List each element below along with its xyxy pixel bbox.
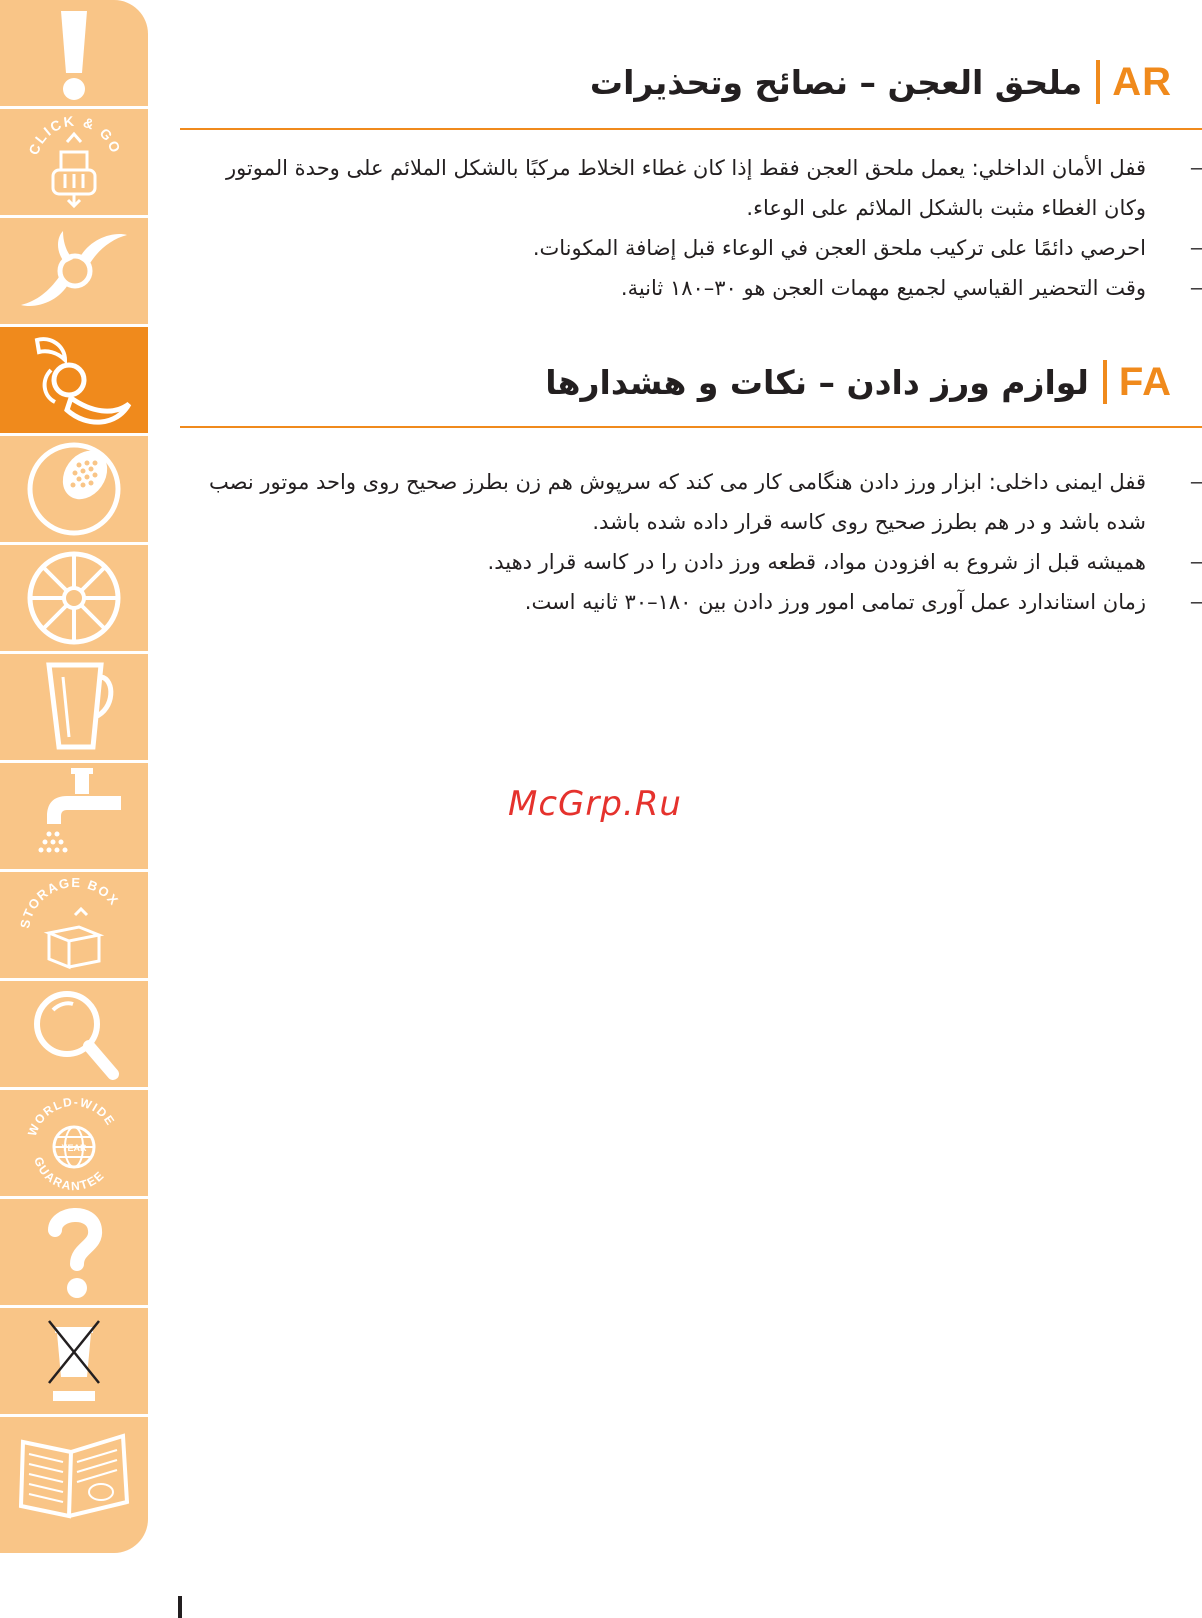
svg-text:WORLD-WIDE: WORLD-WIDE bbox=[25, 1094, 118, 1138]
list-item-text: وقت التحضير القياسي لجميع مهمات العجن هو ٣٠–١٨٠ ثانية. bbox=[620, 276, 1146, 300]
tips-list-ar bbox=[180, 148, 1202, 308]
grater-disc-icon bbox=[15, 439, 133, 539]
list-item bbox=[180, 228, 1202, 268]
section-rule bbox=[180, 128, 1202, 130]
question-icon bbox=[15, 1202, 133, 1302]
section-heading-ar bbox=[590, 56, 1172, 108]
svg-text:YEAR: YEAR bbox=[61, 1143, 87, 1153]
crossed-bin-icon bbox=[15, 1311, 133, 1411]
faucet-icon bbox=[15, 766, 133, 866]
storage-box-icon bbox=[15, 875, 133, 975]
svg-text:GUARANTEE: GUARANTEE bbox=[31, 1154, 108, 1194]
tab-warnings[interactable] bbox=[0, 0, 148, 109]
blade-icon bbox=[15, 221, 133, 321]
page-marker bbox=[178, 1596, 182, 1618]
lang-code-fa: FA bbox=[1118, 359, 1172, 404]
tab-storage-box[interactable] bbox=[0, 872, 148, 981]
tab-click-and-go[interactable] bbox=[0, 109, 148, 218]
tab-blade[interactable] bbox=[0, 218, 148, 327]
list-item bbox=[180, 582, 1202, 622]
tab-guarantee[interactable] bbox=[0, 1090, 148, 1199]
heading-divider bbox=[1103, 360, 1107, 404]
tab-cleaning[interactable] bbox=[0, 763, 148, 872]
section-rule bbox=[180, 426, 1202, 428]
tab-slicing-disc[interactable] bbox=[0, 545, 148, 654]
kneading-hook-icon bbox=[15, 330, 133, 430]
list-item-text: قفل ایمنی داخلی: ابزار ورز دادن هنگامی کار می کند که سرپوش هم زن بطرز صحیح روی واحد موتور نصب شده باشد و در هم بطرز صحیح روی کاسه قرار داده شده باشد. bbox=[209, 470, 1146, 534]
tab-manual[interactable] bbox=[0, 1417, 148, 1526]
list-item bbox=[180, 148, 1202, 228]
slicing-disc-icon bbox=[15, 548, 133, 648]
tab-disposal[interactable] bbox=[0, 1308, 148, 1417]
tab-troubleshooting[interactable] bbox=[0, 981, 148, 1090]
heading-title-ar: ملحق العجن – نصائح وتحذيرات bbox=[589, 62, 1083, 102]
tab-jug[interactable] bbox=[0, 654, 148, 763]
bullet-dash: – bbox=[1190, 471, 1202, 493]
tips-list-fa bbox=[180, 462, 1202, 622]
tab-kneading-hook[interactable] bbox=[0, 327, 148, 436]
section-heading-fa bbox=[545, 356, 1172, 408]
list-item bbox=[180, 542, 1202, 582]
lang-code-ar: AR bbox=[1112, 59, 1172, 104]
tab-help[interactable] bbox=[0, 1199, 148, 1308]
bullet-dash: – bbox=[1190, 591, 1202, 613]
sidebar bbox=[0, 0, 148, 1553]
list-item-text: احرصي دائمًا على تركيب ملحق العجن في الوعاء قبل إضافة المكونات. bbox=[532, 236, 1146, 260]
magnifier-icon bbox=[15, 984, 133, 1084]
heading-title-fa: لوازم ورز دادن – نکات و هشدارها bbox=[545, 362, 1089, 402]
list-item-text: قفل الأمان الداخلي: يعمل ملحق العجن فقط إذا كان غطاء الخلاط مركبًا بالشكل الملائم على وحدة الموتور وكان الغطاء مثبت بالشكل الملائم على الوعاء. bbox=[225, 156, 1146, 220]
list-item bbox=[180, 268, 1202, 308]
svg-text:CLICK & GO: CLICK & GO bbox=[25, 112, 125, 157]
tab-grater-disc[interactable] bbox=[0, 436, 148, 545]
bullet-dash: – bbox=[1190, 277, 1202, 299]
watermark: McGrp.Ru bbox=[508, 784, 682, 824]
list-item-text: زمان استاندارد عمل آوری تمامی امور ورز دادن بین ۱۸۰–۳۰ ثانیه است. bbox=[524, 590, 1146, 614]
svg-text:STORAGE BOX: STORAGE BOX bbox=[17, 874, 123, 930]
bullet-dash: – bbox=[1190, 551, 1202, 573]
manual-book-icon bbox=[15, 1422, 133, 1522]
list-item bbox=[180, 462, 1202, 542]
worldwide-guarantee-icon bbox=[15, 1093, 133, 1193]
heading-divider bbox=[1096, 60, 1100, 104]
list-item-text: همیشه قبل از شروع به افزودن مواد، قطعه ورز دادن را در کاسه قرار دهید. bbox=[487, 550, 1146, 574]
bullet-dash: – bbox=[1190, 237, 1202, 259]
exclamation-icon bbox=[15, 3, 133, 103]
click-and-go-icon bbox=[15, 112, 133, 212]
bullet-dash: – bbox=[1190, 157, 1202, 179]
jug-icon bbox=[15, 657, 133, 757]
